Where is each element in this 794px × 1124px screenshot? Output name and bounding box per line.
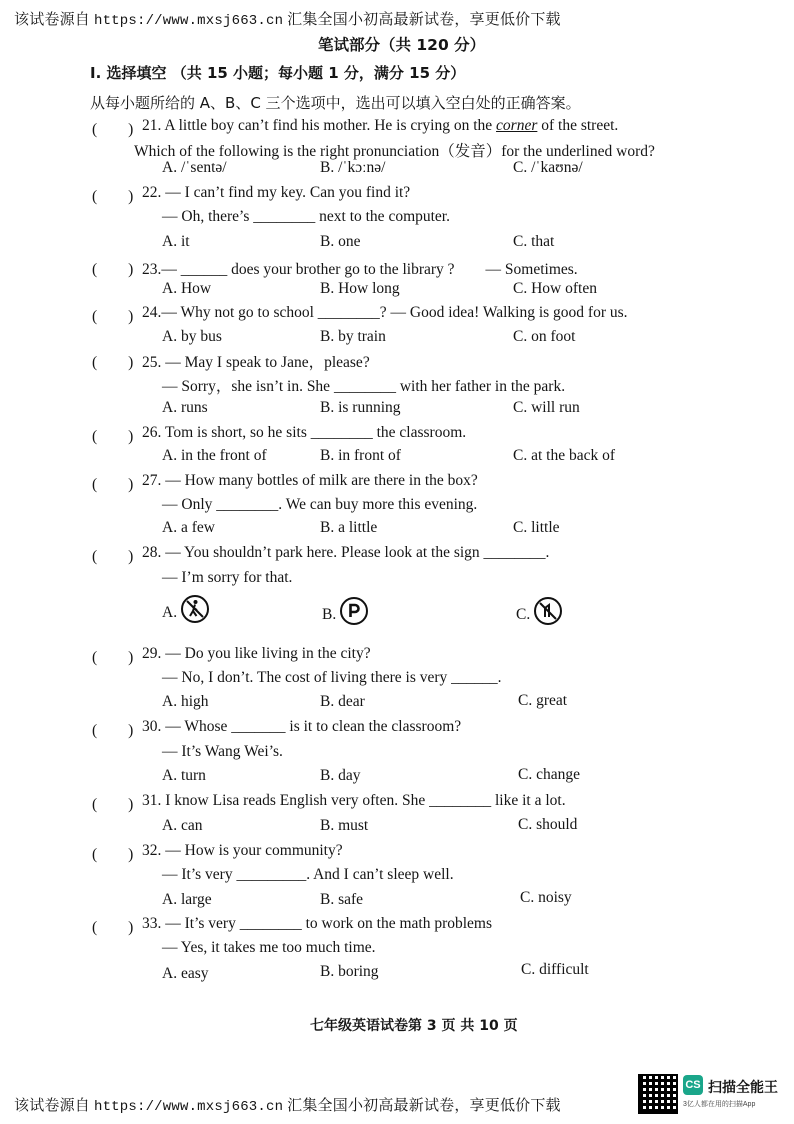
answer-blank[interactable]: ( ) [92,428,134,445]
question-27-line2: — Only ________. We can buy more this evening. [162,496,478,513]
question-number: 28. [142,544,162,561]
option-b[interactable]: B. must [320,817,369,834]
option-a[interactable]: A. How [162,280,212,297]
option-a[interactable]: A. it [162,233,190,250]
option-c[interactable]: C. change [518,766,580,783]
top-source-banner [14,8,561,29]
option-a[interactable]: A. large [162,891,212,908]
banner-suffix: 汇集全国小初高最新试卷，享更低价下载 [287,12,561,28]
question-30-line1 [142,718,461,736]
question-23-line1 [142,257,578,279]
option-b[interactable]: B. a little [320,519,378,536]
question-number: 25. [142,354,162,371]
option-b[interactable]: B. How long [320,280,400,297]
answer-blank[interactable]: ( ) [92,121,134,138]
question-number: 24. [142,304,162,321]
option-b[interactable]: B. day [320,767,361,784]
answer-blank[interactable]: ( ) [92,846,134,863]
answer-blank[interactable]: ( ) [92,649,134,666]
option-a[interactable]: A. easy [162,965,209,982]
option-a[interactable]: A. runs [162,399,208,416]
underlined-word: corner [496,117,538,134]
option-c[interactable]: C. difficult [521,961,589,978]
question-number: 22. [142,184,162,201]
question-31-line1 [142,792,566,810]
option-c[interactable]: C. great [518,692,568,709]
option-a[interactable]: A. by bus [162,328,222,345]
question-text: — You shouldn’t park here. Please look at the sign ________. [165,544,550,561]
question-number: 27. [142,472,162,489]
camscanner-logo-icon: CS [683,1075,703,1095]
question-26-line1 [142,424,466,442]
question-text: — How many bottles of milk are there in the box? [165,472,478,489]
instructions: 从每小题所给的 A、B、C 三个选项中，选出可以填入空白处的正确答案。 [90,94,581,112]
question-text: — Why not go to school ________? — Good idea! Walking is good for us. [161,304,628,321]
question-number: 29. [142,645,162,662]
option-letter: A. [162,604,178,621]
option-c[interactable]: C. noisy [520,889,572,906]
banner-prefix: 该试卷源自 [14,12,91,28]
option-c[interactable]: C. How often [513,280,597,297]
question-25-line2: — Sorry，she isn’t in. She ________ with her father in the park. [162,378,566,395]
question-text: — Do you like living in the city? [165,645,371,662]
banner-prefix: 该试卷源自 [14,1098,91,1114]
answer-blank[interactable]: ( ) [92,188,134,205]
question-33-line2: — Yes, it takes me too much time. [162,939,376,956]
bottom-source-banner [14,1094,561,1115]
option-b[interactable]: B. is running [320,399,401,416]
question-text: Tom is short, so he sits ________ the classroom. [164,424,467,441]
question-number: 30. [142,718,162,735]
question-30-line2: — It’s Wang Wei’s. [162,743,283,760]
option-a[interactable]: A. high [162,693,209,710]
question-28-line2: — I’m sorry for that. [162,569,293,586]
option-c[interactable]: C. that [513,233,555,250]
question-text: I know Lisa reads English very often. She ________ like it a lot. [165,792,566,809]
option-b[interactable]: B. boring [320,963,379,980]
question-number: 23. [142,261,162,278]
question-number: 21. [142,117,162,134]
answer-blank[interactable]: ( ) [92,308,134,325]
option-a[interactable]: A. turn [162,767,206,784]
option-b[interactable]: B. in front of [320,447,401,464]
question-21-line1 [142,117,618,135]
option-c[interactable]: C. will run [513,399,580,416]
question-32-line2: — It’s very _________. And I can’t sleep well. [162,866,454,883]
option-c[interactable]: C. little [513,519,560,536]
question-32-line1 [142,842,343,860]
parking-icon [340,597,368,625]
option-letter: C. [516,606,531,623]
question-29-line1 [142,645,371,663]
question-text: — How is your community? [165,842,343,859]
qr-code-icon [638,1074,678,1114]
answer-blank[interactable]: ( ) [92,354,134,371]
question-29-line2: — No, I don’t. The cost of living there is very ______. [162,669,502,686]
answer-blank[interactable]: ( ) [92,919,134,936]
option-b[interactable]: B. safe [320,891,364,908]
option-a[interactable]: A. /ˈsentə/ [162,159,227,176]
option-b[interactable]: B. one [320,233,361,250]
option-c[interactable]: C. on foot [513,328,576,345]
question-text: — May I speak to Jane，please? [165,354,370,371]
no-pedestrians-icon [181,595,209,623]
answer-blank[interactable]: ( ) [92,796,134,813]
question-27-line1 [142,472,478,490]
answer-blank[interactable]: ( ) [92,476,134,493]
answer-blank[interactable]: ( ) [92,548,134,565]
scanner-app-name: 扫描全能王 [708,1079,778,1095]
question-text: — It’s very ________ to work on the math problems [165,915,492,932]
banner-suffix: 汇集全国小初高最新试卷，享更低价下载 [287,1098,561,1114]
option-b[interactable] [322,597,368,625]
no-entry-icon [534,597,562,625]
question-25-line1 [142,350,370,372]
page-footer: 七年级英语试卷第 3 页 共 10 页 [310,1018,518,1034]
option-b[interactable]: B. by train [320,328,386,345]
question-28-line1 [142,544,549,562]
option-c[interactable] [516,597,562,625]
option-a[interactable]: A. in the front of [162,447,267,464]
section-title: 笔试部分（共 120 分） [318,36,486,54]
question-22-line1 [142,184,410,202]
option-c[interactable]: C. /ˈkaʊnə/ [513,159,583,176]
question-text: — Whose _______ is it to clean the classroom? [165,718,462,735]
option-letter: B. [322,606,337,623]
question-text: — ______ does your brother go to the library ? — Sometimes. [161,261,578,278]
question-number: 33. [142,915,162,932]
option-a[interactable] [162,595,209,623]
question-text: of the street. [537,117,619,134]
question-text: — I can’t find my key. Can you find it? [165,184,411,201]
question-number: 32. [142,842,162,859]
question-24-line1 [142,304,628,322]
option-c[interactable]: C. should [518,816,578,833]
question-number: 26. [142,424,162,441]
option-a[interactable]: A. a few [162,519,215,536]
scanner-tagline: 3亿人都在用的扫描App [683,1101,756,1108]
option-b[interactable]: B. /ˈkɔːnə/ [320,159,386,176]
option-c[interactable]: C. at the back of [513,447,616,464]
answer-blank[interactable]: ( ) [92,722,134,739]
question-22-line2: — Oh, there’s ________ next to the computer. [162,208,450,225]
option-b[interactable]: B. dear [320,693,365,710]
banner-url-link[interactable]: https://www.mxsj663.cn [93,1099,284,1115]
option-a[interactable]: A. can [162,817,203,834]
question-number: 31. [142,792,162,809]
question-33-line1 [142,915,492,933]
part-heading: I. 选择填空 （共 15 小题；每小题 1 分，满分 15 分） [90,64,466,82]
question-21-line2: Which of the following is the right pronunciation（发音）for the underlined word? [134,143,655,160]
banner-url-link[interactable]: https://www.mxsj663.cn [93,13,284,29]
question-text: A little boy can’t find his mother. He is crying on the [164,117,497,134]
answer-blank[interactable]: ( ) [92,261,134,278]
